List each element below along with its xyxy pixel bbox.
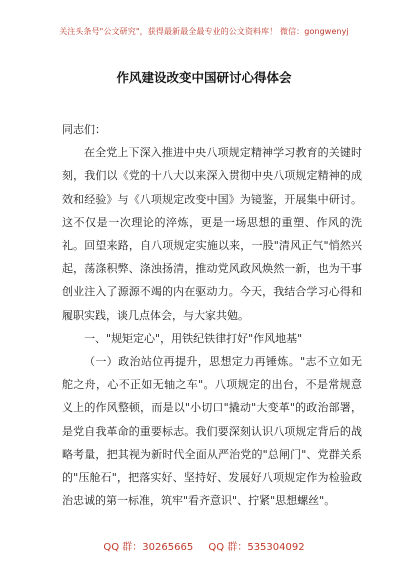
header-promo-text: 关注头条号"公文研究"，获得最新最全最专业的公文资料库！ 微信：gongwenyj [59, 27, 349, 36]
document-body [62, 118, 362, 512]
section-heading: 一、"规矩定心"，用铁纪铁律打好"作风地基" [84, 331, 303, 345]
subsection-paragraph: （一）政治站位再提升，思想定力再锤炼。"志不立如无舵之舟，心不正如无轴之车"。八项规定的出台，不是常规意义上的作风整顿，而是以"小切口"撬动"大变革"的政治部署，是党自我革命的重要标志。我们要深刻认识八项规定背后的战略考量，把其视为新时代全面从严治党的"总闸门"、党群关系的"压舱石"，把落实好、坚持好、发展好八项规定作为检验政治忠诚的第一标准，筑牢"看齐意识"、拧紧"思想螺丝"。 [62, 355, 362, 508]
footer-qq-groups [0, 538, 408, 553]
footer-qq-group-1: QQ 群：30265665 [103, 542, 194, 553]
intro-paragraph: 在全党上下深入推进中央八项规定精神学习教育的关键时刻，我们以《党的十八大以来深入贯彻中央八项规定精神的成效和经验》与《八项规定改变中国》为镜鉴，开展集中研讨。这不仅是一次理论的淬炼，更是一场思想的重塑、作风的洗礼。回望来路，自八项规定实施以来，一股"清风正气"悄然兴起，荡涤积弊、涤浊扬清，推动党风政风焕然一新，也为干事创业注入了源源不竭的内在驱动力。今天，我结合学习心得和履职实践，谈几点体会，与大家共勉。 [62, 146, 362, 322]
document-title: 作风建设改变中国研讨心得体会 [116, 70, 292, 85]
footer-qq-group-2: QQ 群：535304092 [208, 542, 305, 553]
salutation: 同志们： [62, 123, 106, 136]
